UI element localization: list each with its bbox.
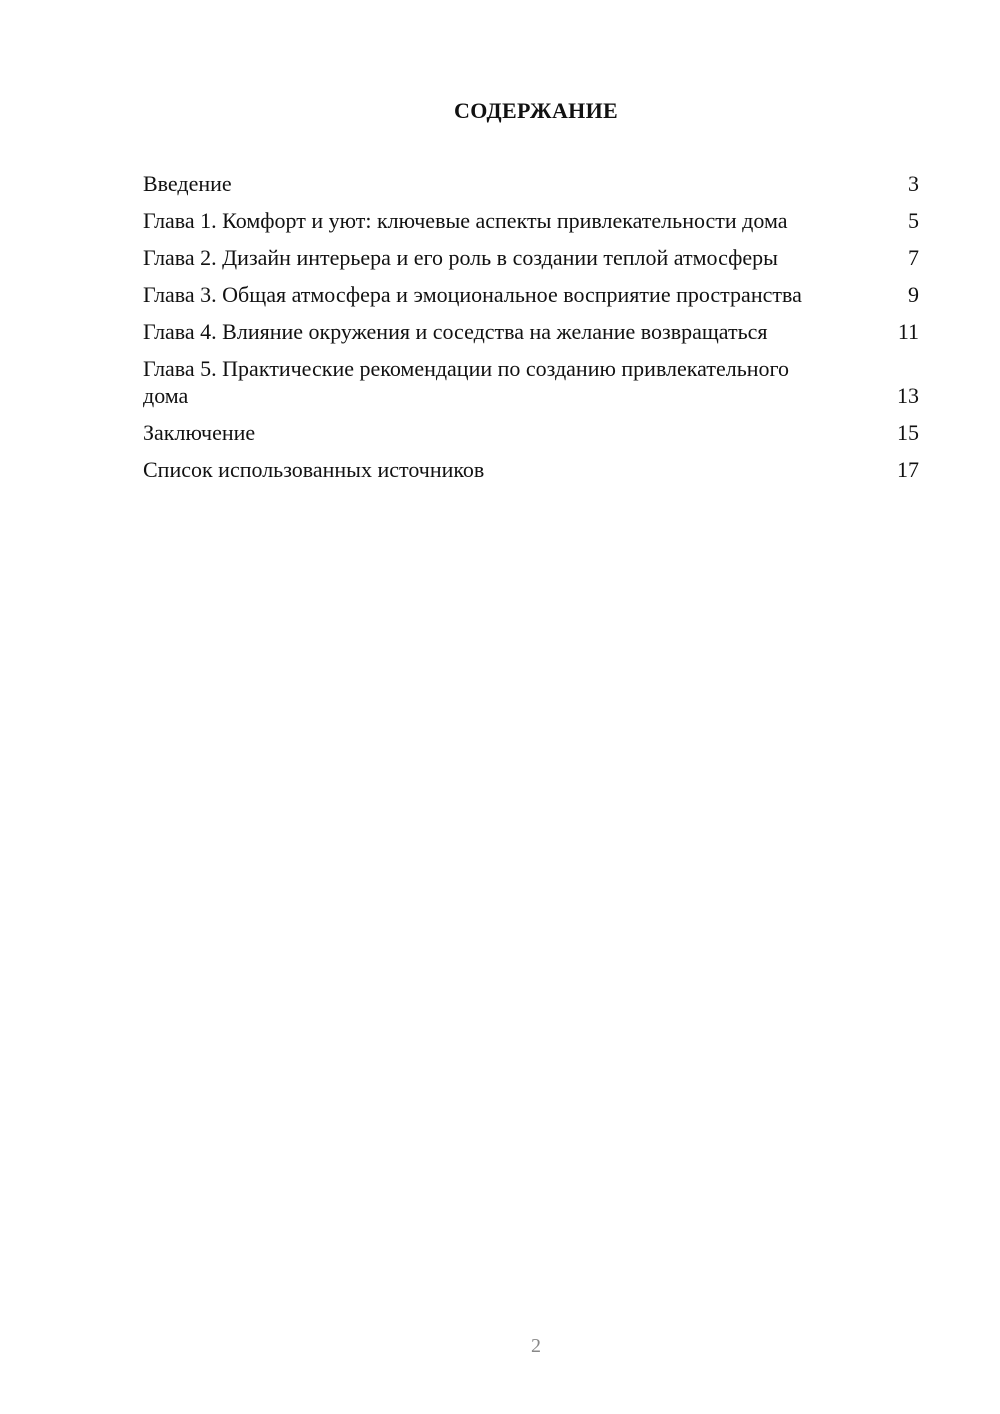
toc-entry-page: 13	[897, 383, 919, 408]
toc-entry-page: 15	[897, 420, 919, 445]
toc-entry-page: 9	[908, 282, 919, 307]
toc-entry	[143, 170, 919, 197]
toc-entry-page: 17	[897, 457, 919, 482]
toc-list	[143, 170, 919, 493]
page-number: 2	[531, 1335, 541, 1357]
toc-entry-text: Глава 5. Практические рекомендации по созданию привлекательного дома	[143, 356, 789, 408]
toc-entry-text: Глава 1. Комфорт и уют: ключевые аспекты привлекательности дома	[143, 208, 788, 233]
toc-entry-text: Заключение	[143, 420, 256, 445]
toc-entry	[143, 456, 919, 483]
toc-entry-page: 11	[897, 319, 919, 344]
toc-entry	[143, 355, 919, 409]
toc-entry-text: Глава 2. Дизайн интерьера и его роль в создании теплой атмосферы	[143, 245, 778, 270]
toc-entry-text: Глава 4. Влияние окружения и соседства на желание возвращаться	[143, 319, 768, 344]
toc-entry-text: Введение	[143, 171, 232, 196]
toc-entry	[143, 244, 919, 271]
toc-entry	[143, 281, 919, 308]
toc-entry	[143, 207, 919, 234]
toc-entry-page: 3	[908, 171, 919, 196]
toc-title: СОДЕРЖАНИЕ	[454, 98, 618, 123]
toc-entry-page: 5	[908, 208, 919, 233]
toc-entry-page: 7	[908, 245, 919, 270]
toc-entry	[143, 419, 919, 446]
toc-entry-text: Список использованных источников	[143, 457, 485, 482]
toc-entry	[143, 318, 919, 345]
toc-entry-text: Глава 3. Общая атмосфера и эмоциональное восприятие пространства	[143, 282, 802, 307]
